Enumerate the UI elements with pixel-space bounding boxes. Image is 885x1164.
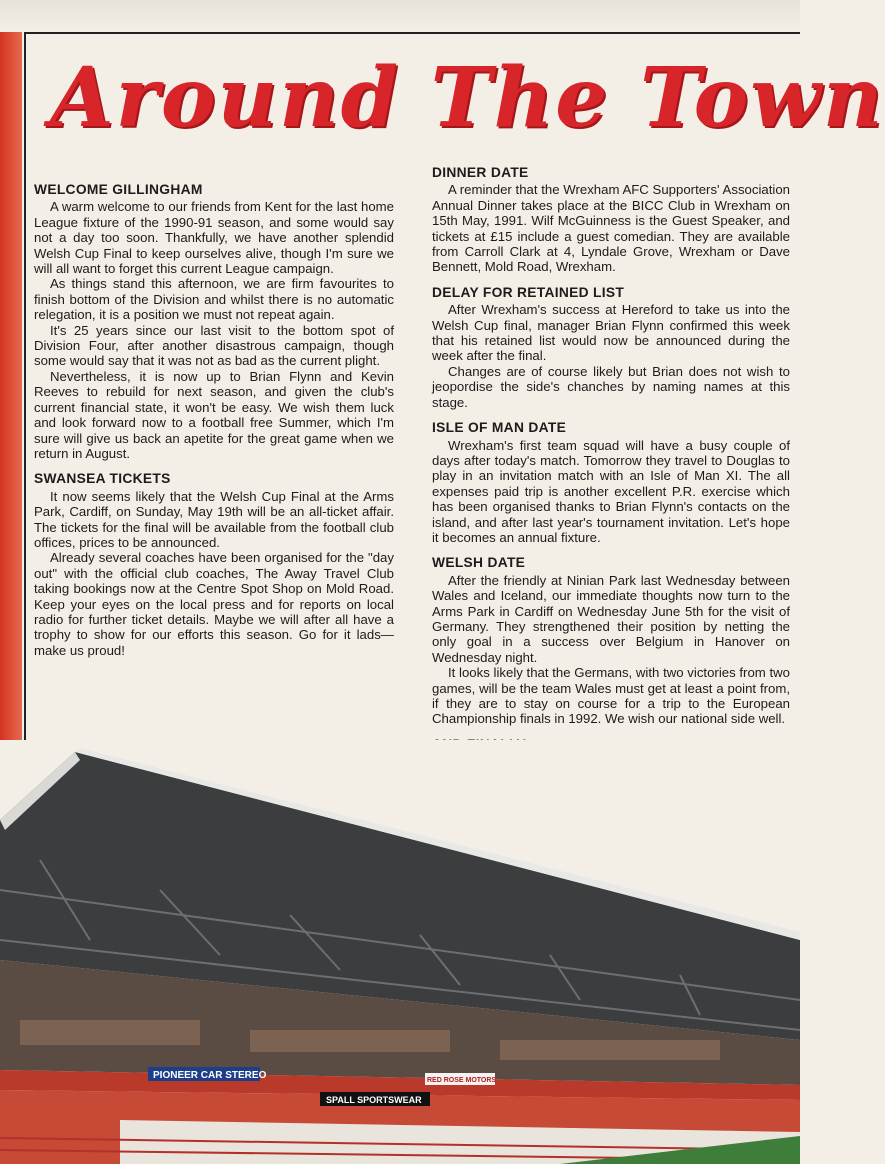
spall-sign: SPALL SPORTSWEAR bbox=[326, 1095, 422, 1105]
section-paragraph: It now seems likely that the Welsh Cup Final at the Arms Park, Cardiff, on Sunday, May 19th will be an all-ticket affair. The tickets for the final will be available from the football club offices, prices to be announced. bbox=[34, 488, 394, 550]
section-paragraph: It's 25 years since our last visit to the bottom spot of Division Four, after another disastrous campaign, though some would say that it was not as bad as the current plight. bbox=[34, 322, 394, 369]
page-top-strip bbox=[0, 0, 800, 30]
section-paragraph: Wrexham's first team squad will have a busy couple of days after today's match. Tomorrow they travel to Douglas to play in an invitation match with an Isle of Man XI. The all expenses paid trip is another excellent P.R. exercise which has been organised thanks to Brian Flynn's contacts on the island, and after last year's tournament invitation. Let's hope it becomes an annual fixture. bbox=[432, 437, 790, 545]
section-heading: SWANSEA TICKETS bbox=[34, 471, 171, 487]
section-paragraph: After the friendly at Ninian Park last Wednesday between Wales and Iceland, our immediate thoughts now turn to the Arms Park in Cardiff on Wednesday June 5th for the visit of Germany. They strengthened their position by netting the only goal in a success over Belgium in Hanover on Wednesday night. bbox=[432, 572, 790, 665]
stadium-photo bbox=[0, 740, 800, 1164]
left-color-edge bbox=[0, 32, 22, 822]
section-heading: WELCOME GILLINGHAM bbox=[34, 182, 203, 197]
section-heading: DELAY FOR RETAINED LIST bbox=[432, 284, 625, 300]
page-title: Around The Town bbox=[50, 50, 885, 146]
section-paragraph: A reminder that the Wrexham AFC Supporters' Association Annual Dinner takes place at the BICC Club in Wrexham on 15th May, 1991. Wilf McGuinness is the Guest Speaker, and tickets at £15 include a guest comedian. They are available from Carroll Clark at 4, Lyndale Grove, Wrexham or Dave Bennett, Mold Road, Wrexham. bbox=[432, 182, 790, 275]
right-section bbox=[432, 165, 790, 275]
left-column bbox=[34, 182, 394, 668]
section-heading: WELSH DATE bbox=[432, 555, 526, 571]
pioneer-sign: PIONEER CAR STEREO bbox=[153, 1070, 267, 1081]
right-section bbox=[432, 420, 790, 545]
red-rose-sign: RED ROSE MOTORS bbox=[427, 1077, 497, 1084]
right-section bbox=[432, 555, 790, 726]
section-paragraph: After Wrexham's success at Hereford to take us into the Welsh Cup final, manager Brian Flynn confirmed this week that his retained list would now be announced during the week after the final. bbox=[432, 302, 790, 364]
section-paragraph: Already several coaches have been organised for the "day out" with the official club coaches, The Away Travel Club taking bookings now at the Centre Spot Shop on Mold Road. Keep your eyes on the local press and for reports on local radio for further ticket details. Maybe we will after all have a trophy to show for our efforts this season. Go for it lads—make us proud! bbox=[34, 550, 394, 658]
section-paragraph: Nevertheless, it is now up to Brian Flynn and Kevin Reeves to rebuild for next season, and given the club's current financial state, it won't be easy. We wish them luck and look forward now to a football free Summer, which I'm sure will give us back an apetite for the great game when we return in August. bbox=[34, 368, 394, 461]
section-paragraph: As things stand this afternoon, we are firm favourites to finish bottom of the Division and whilst there is no automatic relegation, it is a position we must not repeat again. bbox=[34, 276, 394, 323]
right-column bbox=[432, 165, 790, 810]
left-section bbox=[34, 471, 394, 658]
section-heading: DINNER DATE bbox=[432, 165, 529, 180]
section-paragraph: A warm welcome to our friends from Kent for the last home League fixture of the 1990-91 season, and some would say not a day too soon. Thankfully, we have another splendid Welsh Cup Final to keep ourselves alive, though I'm sure we will all want to forget this current League campaign. bbox=[34, 199, 394, 277]
left-section bbox=[34, 182, 394, 461]
section-paragraph: It looks likely that the Germans, with two victories from two games, will be the team Wales must get at least a point from, if they are to stay on course for a trip to the European Championship finals in 1992. We wish our national side well. bbox=[432, 665, 790, 727]
right-section bbox=[432, 285, 790, 410]
section-heading: ISLE OF MAN DATE bbox=[432, 420, 567, 436]
section-paragraph: Changes are of course likely but Brian does not wish to jeopordise the side's chanches by naming names at this stage. bbox=[432, 363, 790, 410]
